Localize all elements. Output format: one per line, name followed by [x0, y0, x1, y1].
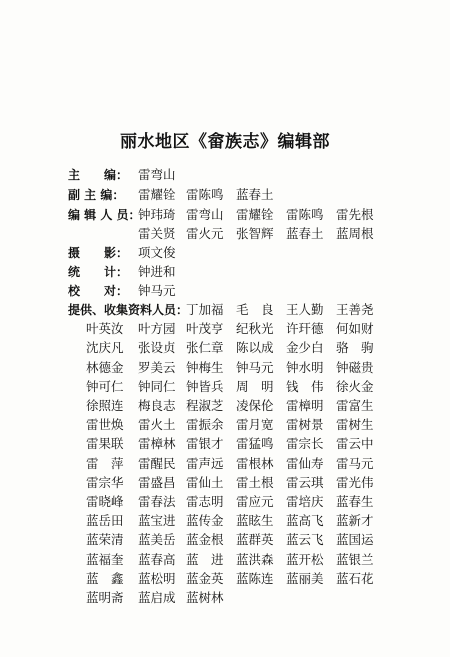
page-title: 丽水地区《畲族志》编辑部 [120, 132, 330, 152]
contributors-row [0, 473, 450, 493]
person-name: 雷树景 [286, 417, 324, 433]
person-name: 金少白 [286, 340, 324, 356]
person-name: 雷富生 [336, 398, 374, 413]
person-name: 雷耀铨 [236, 207, 274, 222]
person-name: 雷世焕 [86, 417, 124, 433]
person-name: 蓝春土 [286, 226, 324, 241]
person-name: 蓝周根 [336, 226, 374, 241]
person-name: 雷猛鸣 [236, 436, 274, 452]
person-name: 雷弯山 [138, 167, 176, 182]
person-name: 陈以成 [236, 340, 274, 356]
person-name: 雷土根 [236, 474, 274, 490]
person-name: 蓝宝进 [138, 513, 176, 529]
person-name: 蓝银兰 [336, 551, 374, 567]
role-row [0, 165, 450, 185]
person-name: 雷春法 [138, 494, 176, 509]
person-name: 雷晓峰 [86, 494, 124, 509]
person-name: 雷 萍 [86, 455, 124, 471]
person-name: 蓝群英 [236, 532, 274, 548]
contributors-row [0, 434, 450, 454]
person-name: 雷云中 [336, 436, 374, 452]
person-name: 徐照连 [86, 398, 124, 413]
person-name: 许玕德 [286, 321, 324, 337]
person-name: 雷果联 [86, 436, 124, 452]
person-name: 蓝春生 [336, 494, 374, 509]
contributors-label: 提供、收集资料人员： [68, 303, 189, 317]
contributors-row [0, 396, 450, 416]
person-name: 雷先根 [336, 207, 374, 222]
role-row [0, 185, 450, 205]
contributors-row [0, 569, 450, 589]
person-name: 钟皆兵 [186, 378, 224, 394]
person-name: 雷仙寿 [286, 455, 324, 471]
contributors-row [0, 300, 450, 320]
person-name: 王善尧 [336, 302, 374, 317]
contributors-row [0, 511, 450, 531]
person-name: 周 明 [236, 378, 274, 394]
role-row [0, 281, 450, 301]
person-name: 骆 驹 [336, 340, 374, 356]
person-name: 蓝金根 [186, 532, 224, 548]
person-name: 蓝国运 [336, 532, 374, 548]
person-name: 凌保伦 [236, 398, 274, 413]
person-name: 钟进和 [138, 264, 176, 279]
person-name: 蓝新才 [336, 513, 374, 529]
person-name: 雷云琪 [286, 474, 324, 490]
person-name: 项文俊 [138, 245, 176, 260]
person-name: 蓝 鑫 [86, 570, 124, 586]
contributors-row [0, 319, 450, 339]
role-row [0, 243, 450, 263]
person-name: 叶方园 [138, 321, 176, 337]
person-name: 蓝明斋 [86, 590, 124, 605]
contributors-row [0, 377, 450, 397]
person-name: 蓝金英 [186, 570, 224, 586]
person-name: 蓝美岳 [138, 532, 176, 548]
contributors-row [0, 492, 450, 512]
person-name: 雷盛昌 [138, 474, 176, 490]
person-name: 张设贞 [138, 340, 176, 356]
person-name: 雷火土 [138, 417, 176, 433]
person-name: 蓝开松 [286, 551, 324, 567]
person-name: 雷陈鸣 [286, 207, 324, 222]
person-name: 钟梅生 [186, 359, 224, 375]
person-name: 雷根林 [236, 455, 274, 471]
person-name: 纪秋光 [236, 321, 274, 337]
person-name: 钱 伟 [286, 378, 324, 394]
person-name: 蓝松明 [138, 570, 176, 586]
person-name: 蓝眩生 [236, 513, 274, 529]
contributors-row [0, 550, 450, 570]
role-label: 摄 影： [68, 246, 129, 260]
person-name: 林德金 [86, 359, 124, 375]
contributors-row [0, 338, 450, 358]
person-name: 雷弯山 [186, 207, 224, 222]
person-name: 毛 良 [236, 302, 274, 317]
person-name: 雷声远 [186, 455, 224, 471]
person-name: 钟水明 [286, 359, 324, 375]
contributors-row [0, 358, 450, 378]
person-name: 雷耀铨 [138, 187, 176, 202]
role-label: 编 辑 人 员： [68, 208, 141, 222]
person-name: 雷振余 [186, 417, 224, 433]
person-name: 程淑芝 [186, 398, 224, 413]
person-name: 钟马元 [138, 283, 176, 298]
role-row [0, 262, 450, 282]
person-name: 蓝岳田 [86, 513, 124, 529]
role-label: 副 主 编： [68, 188, 125, 202]
role-label: 统 计： [68, 265, 129, 279]
person-name: 雷火元 [186, 226, 224, 241]
person-name: 雷樟林 [138, 436, 176, 452]
person-name: 罗美云 [138, 359, 176, 375]
role-label: 主 编： [68, 168, 129, 182]
person-name: 梅良志 [138, 398, 176, 413]
person-name: 雷醒民 [138, 455, 176, 471]
person-name: 雷光伟 [336, 474, 374, 490]
person-name: 雷马元 [336, 455, 374, 471]
person-name: 雷仙土 [186, 474, 224, 490]
person-name: 沈庆凡 [86, 340, 124, 356]
person-name: 蓝云飞 [286, 532, 324, 548]
person-name: 蓝石花 [336, 570, 374, 586]
person-name: 雷银才 [186, 436, 224, 452]
person-name: 钟马元 [236, 359, 274, 375]
person-name: 雷应元 [236, 494, 274, 509]
person-name: 钟同仁 [138, 378, 176, 394]
person-name: 钟可仁 [86, 378, 124, 394]
person-name: 雷关贤 [138, 226, 176, 241]
contributors-row [0, 588, 450, 608]
person-name: 徐火金 [336, 378, 374, 394]
person-name: 蓝丽美 [286, 570, 324, 586]
person-name: 雷培庆 [286, 494, 324, 509]
person-name: 钟磁贵 [336, 359, 374, 375]
person-name: 丁加福 [186, 302, 224, 317]
person-name: 叶茂亨 [186, 321, 224, 337]
contributors-row [0, 454, 450, 474]
person-name: 蓝福奎 [86, 551, 124, 567]
person-name: 雷志明 [186, 494, 224, 509]
person-name: 蓝春高 [138, 551, 176, 567]
role-label: 校 对： [68, 284, 129, 298]
person-name: 雷宗长 [286, 436, 324, 452]
person-name: 蓝春土 [236, 187, 274, 202]
person-name: 钟玮琦 [138, 207, 176, 222]
person-name: 蓝树林 [186, 590, 224, 605]
person-name: 蓝高飞 [286, 513, 324, 529]
person-name: 雷月宽 [236, 417, 274, 433]
person-name: 王人勤 [286, 302, 324, 317]
person-name: 蓝洪森 [236, 551, 274, 567]
person-name: 雷宗华 [86, 474, 124, 490]
person-name: 张仁章 [186, 340, 224, 356]
role-row [0, 224, 450, 244]
person-name: 张智辉 [236, 226, 274, 241]
person-name: 何如财 [336, 321, 374, 337]
person-name: 蓝 进 [186, 551, 224, 567]
person-name: 雷樟明 [286, 398, 324, 413]
person-name: 蓝陈连 [236, 570, 274, 586]
role-row [0, 205, 450, 225]
contributors-row [0, 530, 450, 550]
person-name: 蓝启成 [138, 590, 176, 605]
person-name: 蓝传金 [186, 513, 224, 529]
person-name: 蓝荣清 [86, 532, 124, 548]
person-name: 雷树生 [336, 417, 374, 433]
person-name: 雷陈鸣 [186, 187, 224, 202]
contributors-row [0, 415, 450, 435]
person-name: 叶英汝 [86, 321, 124, 337]
